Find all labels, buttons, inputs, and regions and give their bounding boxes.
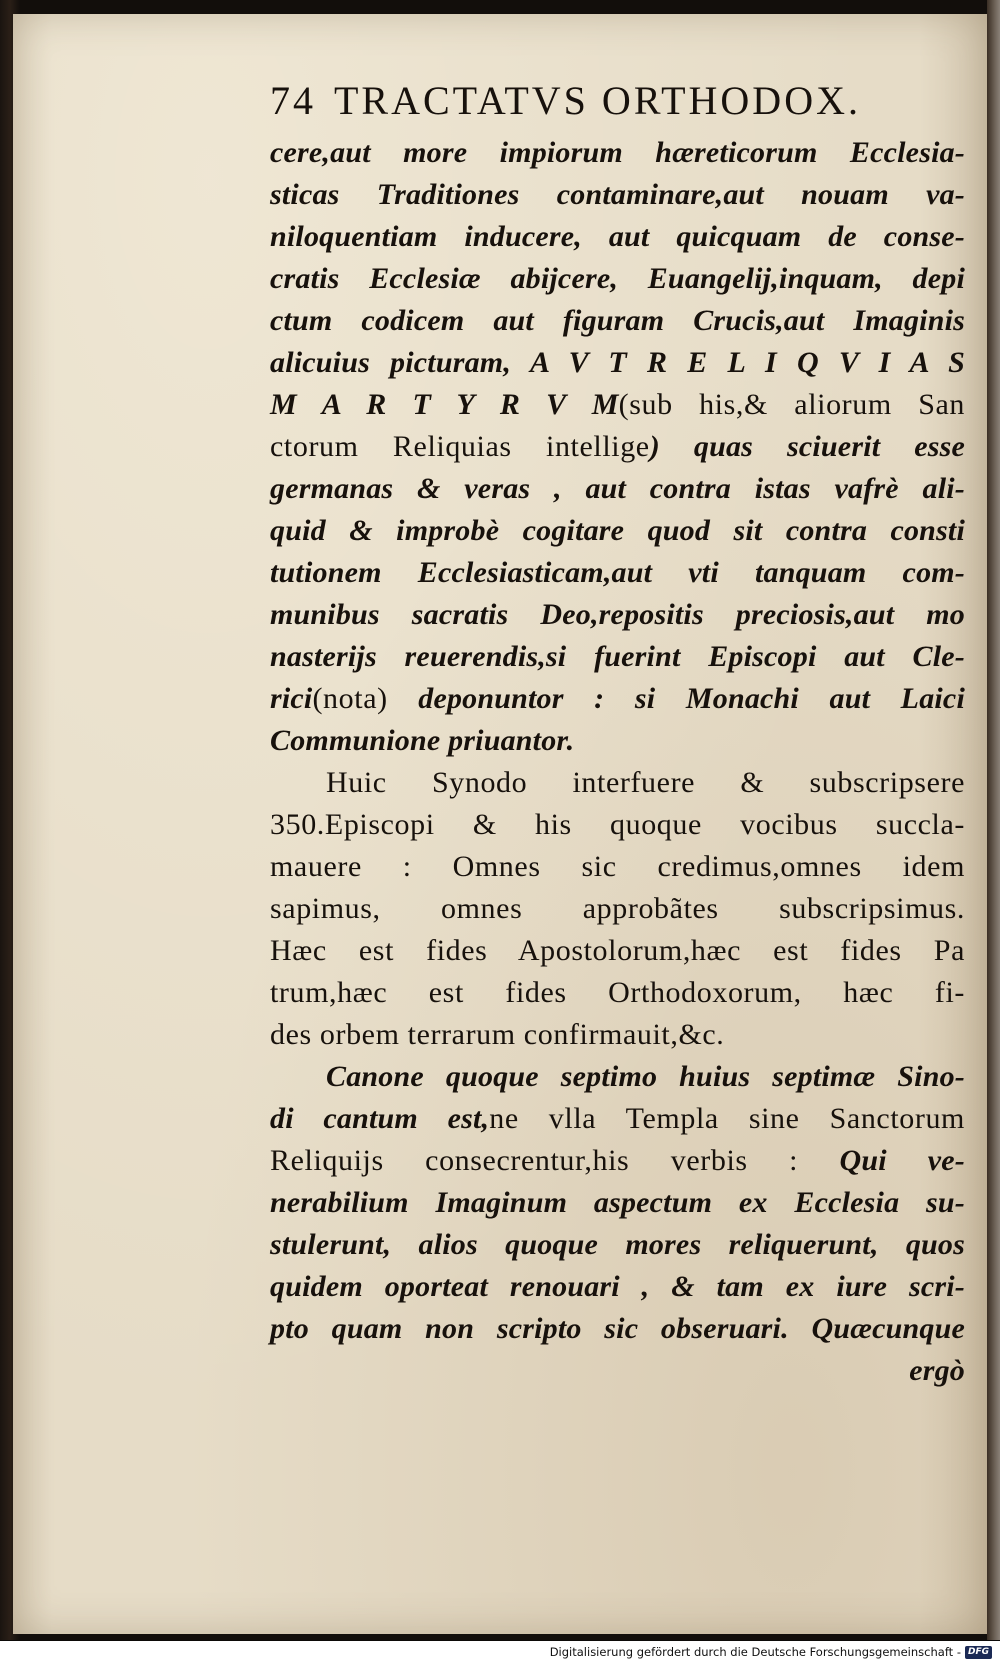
text-run: (sub his,& aliorum San	[618, 388, 965, 421]
running-header	[270, 72, 965, 130]
text-run: munibus sacratis Deo,repositis preciosis,aut mo	[270, 598, 965, 631]
text-line	[270, 300, 965, 342]
text-line	[270, 216, 965, 258]
text-line	[270, 468, 965, 510]
text-line	[270, 1056, 965, 1098]
text-run: Hæc est fides Apostolorum,hæc est fides Pa	[270, 934, 965, 967]
text-run: ctorum Reliquias intellige	[270, 430, 650, 463]
text-run: quidem oporteat renouari , & tam ex iure scri-	[270, 1270, 965, 1303]
text-run: (nota)	[312, 682, 388, 715]
text-line	[270, 594, 965, 636]
text-line	[270, 1098, 965, 1140]
text-line	[270, 678, 965, 720]
text-run: rici	[270, 682, 313, 715]
text-run: alicuius picturam, A V T R E L I Q V I A S	[270, 346, 965, 379]
text-run: Qui ve-	[839, 1144, 965, 1177]
catchword	[270, 1350, 965, 1392]
text-line	[270, 636, 965, 678]
text-lines	[270, 132, 965, 1392]
text-run: ) quas sciuerit esse	[649, 430, 966, 463]
text-run: Canone quoque septimo huius septimæ Sino-	[326, 1060, 965, 1093]
text-run: mauere : Omnes sic credimus,omnes idem	[270, 850, 965, 883]
text-line	[270, 804, 965, 846]
text-line	[270, 930, 965, 972]
text-line	[270, 1308, 965, 1350]
page-text	[270, 72, 965, 1392]
text-line	[270, 174, 965, 216]
book-edge	[987, 0, 1000, 1640]
text-line	[270, 888, 965, 930]
running-title: TRACTATVS ORTHODOX.	[334, 78, 861, 123]
text-line	[270, 552, 965, 594]
dfg-logo: DFG	[965, 1646, 992, 1659]
text-run: stulerunt, alios quoque mores reliquerunt, quos	[270, 1228, 965, 1261]
text-run: ctum codicem aut figuram Crucis,aut Imaginis	[270, 304, 965, 337]
text-run: quid & improbè cogitare quod sit contra consti	[270, 514, 965, 547]
digitization-credit	[0, 1641, 1000, 1663]
text-line	[270, 1224, 965, 1266]
text-line	[270, 846, 965, 888]
text-run: 350.Episcopi & his quoque vocibus succla-	[270, 808, 965, 841]
text-run: Reliquijs consecrentur,his verbis :	[270, 1144, 840, 1177]
text-line	[270, 510, 965, 552]
text-run: nerabilium Imaginum aspectum ex Ecclesia su-	[270, 1186, 965, 1219]
text-run: Communione priuantor.	[270, 724, 575, 757]
text-run: Huic Synodo interfuere & subscripsere	[326, 766, 965, 799]
text-run: ergò	[909, 1354, 965, 1387]
text-run: pto quam non scripto sic obseruari. Quæcunque	[270, 1312, 965, 1345]
text-run: sticas Traditiones contaminare,aut nouam va-	[270, 178, 965, 211]
text-line	[270, 762, 965, 804]
text-run: cratis Ecclesiæ abijcere, Euangelij,inquam, depi	[270, 262, 965, 295]
text-run: deponuntor : si Monachi aut Laici	[387, 682, 965, 715]
text-line	[270, 342, 965, 384]
text-run: tutionem Ecclesiasticam,aut vti tanquam com-	[270, 556, 965, 589]
text-run: des orbem terrarum confirmauit,&c.	[270, 1018, 725, 1051]
text-line	[270, 132, 965, 174]
text-line	[270, 1014, 965, 1056]
text-run: M A R T Y R V M	[270, 388, 619, 421]
text-line	[270, 384, 965, 426]
text-run: di cantum est,	[270, 1102, 490, 1135]
text-line	[270, 1182, 965, 1224]
text-line	[270, 1266, 965, 1308]
text-line	[270, 972, 965, 1014]
text-run: germanas & veras , aut contra istas vafrè ali-	[270, 472, 965, 505]
text-line	[270, 258, 965, 300]
text-run: sapimus, omnes approbãtes subscripsimus.	[270, 892, 965, 925]
credit-text: Digitalisierung gefördert durch die Deutsche Forschungsgemeinschaft -	[549, 1645, 961, 1659]
text-run: ne vlla Templa sine Sanctorum	[489, 1102, 965, 1135]
text-run: nasterijs reuerendis,si fuerint Episcopi aut Cle-	[270, 640, 965, 673]
text-run: niloquentiam inducere, aut quicquam de conse-	[270, 220, 965, 253]
text-run: trum,hæc est fides Orthodoxorum, hæc fi-	[270, 976, 965, 1009]
text-line	[270, 426, 965, 468]
text-line	[270, 1140, 965, 1182]
text-run: cere,aut more impiorum hæreticorum Ecclesia-	[270, 136, 965, 169]
text-line	[270, 720, 965, 762]
page-number: 74	[270, 78, 316, 123]
